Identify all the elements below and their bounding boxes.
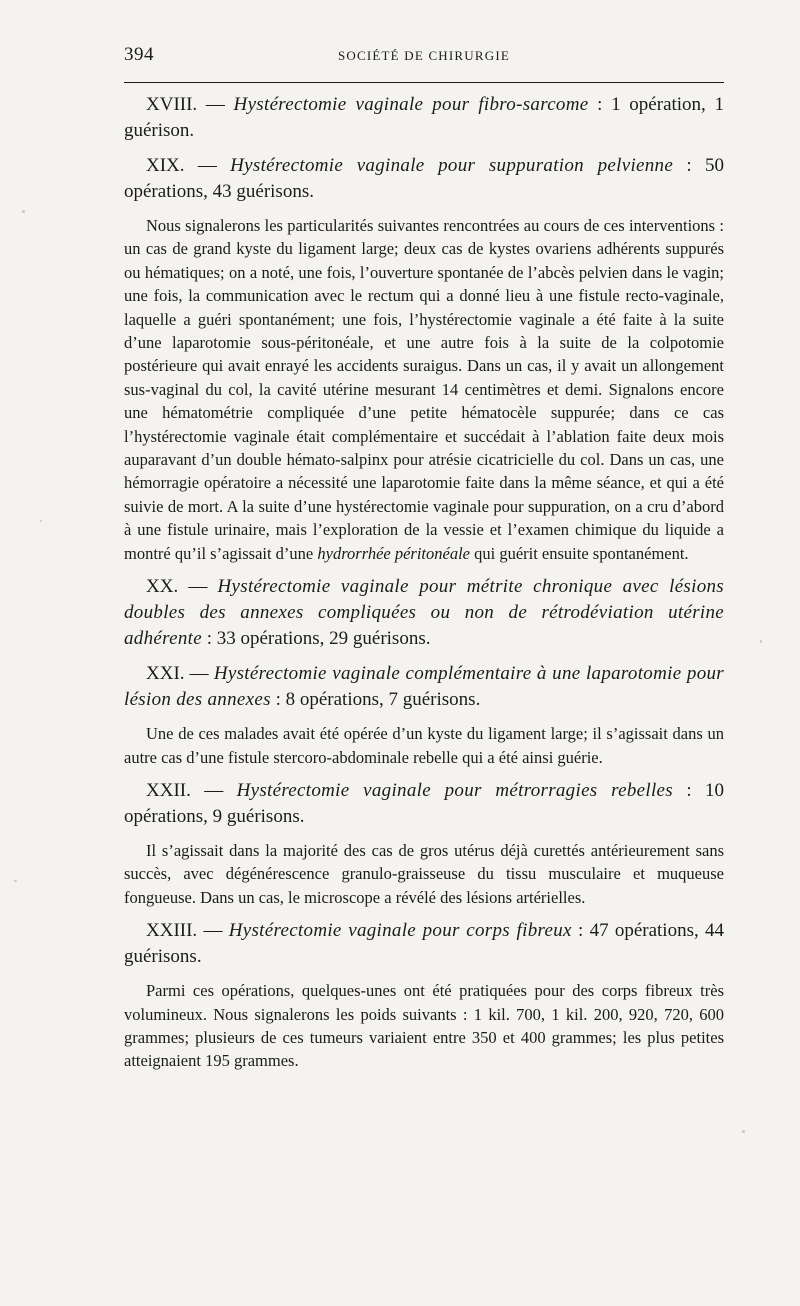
running-title: SOCIÉTÉ DE CHIRURGIE — [337, 48, 511, 63]
section-result: : 50 opérations, 43 guérisons. — [124, 155, 724, 202]
section-title: Hystérectomie vaginale complémentaire à une laparotomie pour lésion des annexes — [124, 663, 724, 711]
paragraph-text: Une de ces malades avait été opérée d’un kyste du ligament large; il s’agissait dans un autre cas d’une fistule stercoro-abdominale rebelle qui a été ainsi guérie. — [124, 724, 724, 767]
paragraph-text-end: qui guérit ensuite spontanément. — [469, 543, 689, 563]
paper-speck — [742, 1130, 745, 1133]
section-number: XIX. — — [146, 155, 217, 176]
paper-speck — [40, 520, 42, 522]
section-number: XXII. — — [146, 779, 224, 801]
section-result: : 33 opérations, 29 guérisons. — [201, 628, 431, 650]
section-title: Hystérectomie vaginale pour suppuration pelvienne — [230, 155, 674, 176]
paragraph-xxii-details — [124, 839, 724, 909]
section-number: XXI. — — [146, 663, 209, 685]
paper-speck — [14, 880, 17, 882]
section-number: XVIII. — — [146, 94, 225, 115]
section-heading-xix — [124, 153, 724, 205]
section-heading-xxii — [124, 778, 724, 830]
running-head — [124, 44, 724, 74]
paragraph-italic-term: hydrorrhée péritonéale — [317, 543, 470, 563]
section-number: XX. — — [146, 576, 208, 598]
section-title: Hystérectomie vaginale pour corps fibreux — [228, 920, 572, 942]
paragraph-text: Il s’agissait dans la majorité des cas de gros utérus déjà curettés antérieurement sans succès, avec dégénérescence granulo-graisseuse du tissu musculaire et muqueuse fongueuse. Dans un cas, le microscope a révélé des lésions artérielles. — [124, 840, 724, 907]
paragraph-text: Parmi ces opérations, quelques-unes ont été pratiquées pour des corps fibreux très volumineux. Nous signalerons les poids suivants : 1 kil. 700, 1 kil. 200, 920, 720, 600 grammes; plusieurs de ces tumeurs variaient entre 350 et 400 grammes; les plus petites atteignaient 195 grammes. — [124, 981, 724, 1071]
section-result: : 8 opérations, 7 guérisons. — [270, 689, 481, 711]
section-title: Hystérectomie vaginale pour métrite chronique avec lésions doubles des annexes compliquées ou non de rétrodéviation utérine adhérente — [124, 576, 724, 650]
paragraph-xxi-details — [124, 722, 724, 769]
section-result: : 47 opérations, 44 guérisons. — [124, 920, 724, 968]
section-heading-xxi — [124, 661, 724, 713]
paragraph-xix-details — [124, 214, 724, 565]
body-text — [124, 92, 724, 1082]
header-rule — [124, 82, 724, 83]
section-result: : 1 opération, 1 guérison. — [124, 94, 724, 141]
paragraph-text: Nous signalerons les particularités suivantes rencontrées au cours de ces interventions : un cas de grand kyste du ligament large; deux cas de kystes ovariens adhérents suppurés ou hématiques; on a noté, une fois, l’ouverture spontanée de l’abcès pelvien dans le vagin; une fois, la communication avec le rectum qui a donné lieu à une fistule recto-vaginale, laquelle a guéri spontanément; une fois, l’hystérectomie vaginale a été faite à la suite d’une laparotomie sous-péritonéale, et une autre fois à la suite de la colpotomie postérieure qui avait enrayé les accidents suraigus. Dans un cas, il y avait un allongement sus-vaginal du col, la cavité utérine mesurant 14 centimètres et demi. Signalons encore une hématométrie compliquée d’une petite hématocèle suppurée; dans ce cas l’hystérectomie vaginale était complémentaire et succédait à l’ablation faite deux mois auparavant d’un double hémato-salpinx pour atrésie cicatricielle du col. Dans un cas, une hémorragie opératoire a nécessité une laparotomie faite dans la même séance, et qui a été suivie de mort. A la suite d’une hystérectomie vaginale pour suppuration, on a cru d’abord à une fistule urinaire, mais l’exploration de la vessie et l’examen chimique du liquide a montré qu’il s’agissait d’une — [124, 216, 724, 563]
section-heading-xx — [124, 574, 724, 652]
paper-speck — [22, 210, 25, 213]
section-number: XXIII. — — [146, 920, 223, 942]
section-heading-xxiii — [124, 918, 724, 970]
section-title: Hystérectomie vaginale pour fibro-sarcome — [233, 94, 589, 115]
paper-speck — [760, 640, 762, 643]
page-number: 394 — [124, 44, 154, 65]
section-title: Hystérectomie vaginale pour métrorragies rebelles — [236, 779, 673, 801]
paragraph-xxiii-details — [124, 979, 724, 1073]
section-result: : 10 opérations, 9 guérisons. — [124, 779, 724, 827]
section-heading-xviii — [124, 92, 724, 144]
